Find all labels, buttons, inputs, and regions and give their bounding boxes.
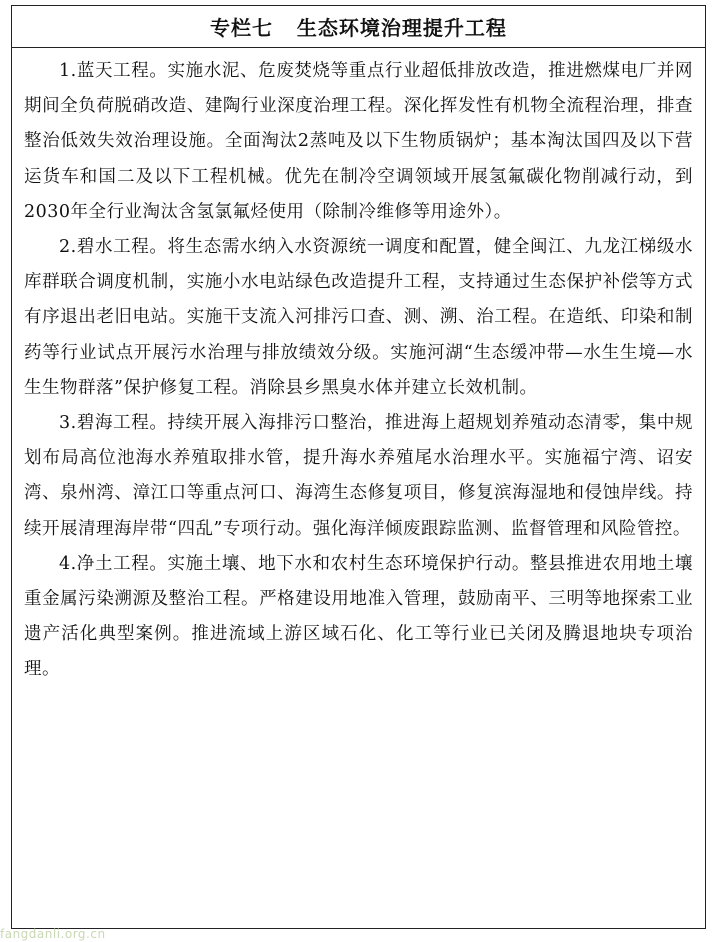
paragraph-clear-water: 2.碧水工程。将生态需水纳入水资源统一调度和配置，健全闽江、九龙江梯级水库群联合调度机制，实施小水电站绿色改造提升工程，支持通过生态保护补偿等方式有序退出老旧电站。实施干支流入河排污口查、测、溯、治工程。在造纸、印染和制药等行业试点开展污水治理与排放绩效分级。实施河湖“生态缓冲带—水生生境—水生生物群落”保护修复工程。消除县乡黑臭水体并建立长效机制。 <box>24 237 693 398</box>
content-box <box>11 5 706 929</box>
paragraph-clear-sea: 3.碧海工程。持续开展入海排污口整治，推进海上超规划养殖动态清零，集中规划布局高位池海水养殖取排水管，提升海水养殖尾水治理水平。实施福宁湾、诏安湾、泉州湾、漳江口等重点河口、海湾生态修复项目，修复滨海湿地和侵蚀岸线。持续开展清理海岸带“四乱”专项行动。强化海洋倾废跟踪监测、监督管理和风险管控。 <box>24 413 693 539</box>
paragraph-blue-sky: 1.蓝天工程。实施水泥、危废焚烧等重点行业超低排放改造，推进燃煤电厂并网期间全负荷脱硝改造、建陶行业深度治理工程。深化挥发性有机物全流程治理，排查整治低效失效治理设施。全面淘汰2蒸吨及以下生物质锅炉；基本淘汰国四及以下营运货车和国二及以下工程机械。优先在制冷空调领域开展氢氟碳化物削减行动，到2030年全行业淘汰含氢氯氟烃使用（除制冷维修等用途外）。 <box>24 61 693 222</box>
box-title: 专栏七 生态环境治理提升工程 <box>12 6 705 48</box>
paragraph-clean-soil: 4.净土工程。实施土壤、地下水和农村生态环境保护行动。整县推进农用地土壤重金属污染溯源及整治工程。严格建设用地准入管理，鼓励南平、三明等地探索工业遗产活化典型案例。推进流域上游区域石化、化工等行业已关闭及腾退地块专项治理。 <box>24 553 693 680</box>
box-content <box>12 48 705 688</box>
watermark-text: fangdanli.org.cn <box>0 927 106 941</box>
